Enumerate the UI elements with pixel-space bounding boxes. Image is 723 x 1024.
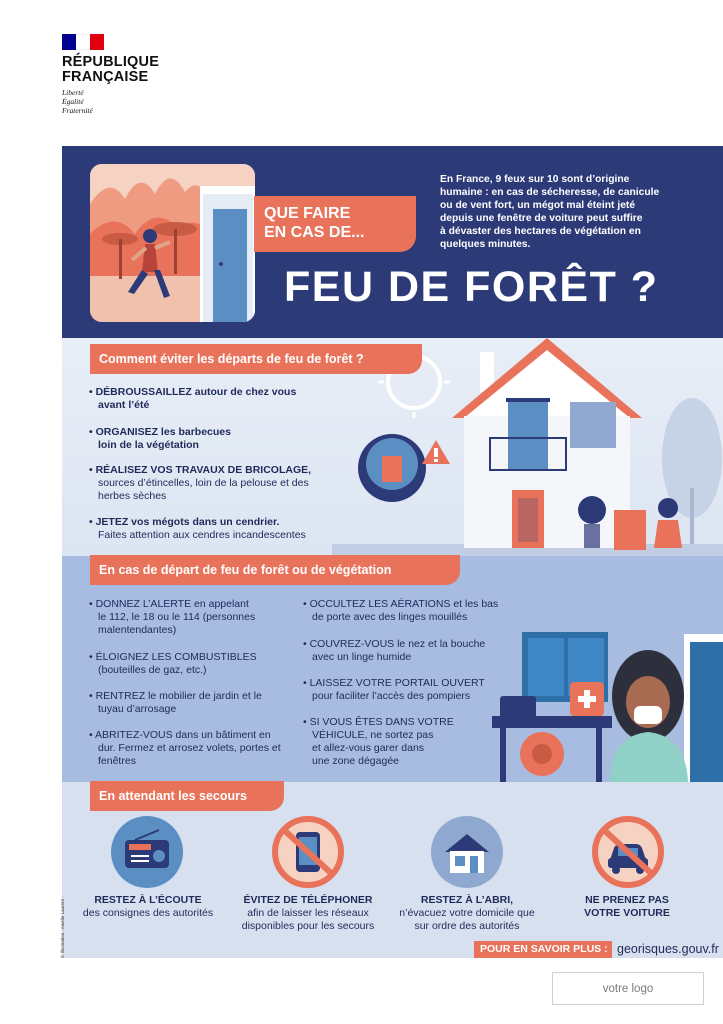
no-car-icon	[592, 816, 664, 888]
list-item: • LAISSEZ VOTRE PORTAIL OUVERT pour faciliter l’accès des pompiers	[303, 677, 485, 702]
list-item: • RÉALISEZ VOS TRAVAUX DE BRICOLAGE, sources d’étincelles, loin de la pelouse et des herbes sèches	[89, 464, 312, 502]
waiting-heading: En attendant les secours	[90, 781, 284, 811]
intro-text: En France, 9 feux sur 10 sont d’origine humaine : en cas de sécheresse, de canicule ou de vent fort, un mégot mal éteint jeté depuis une fenêtre de voiture peut suffire à dévaster des hectares de végétation en quelques minutes.	[440, 174, 660, 250]
republique-francaise-logo	[62, 34, 172, 115]
list-item: • DÉBROUSSAILLEZ autour de chez vous avant l’été	[89, 386, 297, 411]
list-item: • ÉLOIGNEZ LES COMBUSTIBLES (bouteilles de gaz, etc.)	[89, 651, 257, 676]
list-item: • SI VOUS ÊTES DANS VOTRE VÉHICULE, ne sortez pas et allez-vous garer dans une zone dégagée	[303, 716, 454, 767]
card-caption: RESTEZ À L’ABRI, n’évacuez votre domicile que sur ordre des autorités	[399, 894, 535, 932]
woman-mask-illustration	[492, 586, 723, 782]
list-item: • COUVREZ-VOUS le nez et la bouche avec un linge humide	[303, 638, 486, 663]
emergency-heading: En cas de départ de feu de forêt ou de végétation	[90, 555, 460, 585]
card-caption: RESTEZ À L’ÉCOUTE des consignes des autorités	[82, 894, 214, 919]
hero-illustration	[90, 164, 255, 322]
list-item: • OCCULTEZ LES AÉRATIONS et les bas de porte avec des linges mouillés	[303, 598, 499, 623]
que-faire-label: QUE FAIRE EN CAS DE...	[254, 196, 416, 252]
rf-motto: Liberté Égalité Fraternité	[62, 88, 93, 115]
no-phone-icon	[272, 816, 344, 888]
hero-band	[62, 146, 723, 338]
list-item: • DONNEZ L’ALERTE en appelant le 112, le 18 ou le 114 (personnes malentendantes)	[89, 598, 256, 636]
list-item: • ABRITEZ-VOUS dans un bâtiment en dur. Fermez et arrosez volets, portes et fenêtres	[89, 729, 281, 767]
radio-icon	[111, 816, 183, 888]
list-item: • JETEZ vos mégots dans un cendrier. Faites attention aux cendres incandescentes	[89, 516, 306, 541]
illustration-credit: © Illustration : Amélie Laurent -	[60, 896, 65, 958]
card-caption: ÉVITEZ DE TÉLÉPHONER afin de laisser les réseaux disponibles pour les secours	[241, 894, 375, 932]
list-item: • RENTREZ le mobilier de jardin et le tuyau d’arrosage	[89, 690, 262, 715]
emergency-section	[62, 556, 723, 782]
emergency-list-right	[303, 598, 513, 778]
prevention-section	[62, 338, 723, 556]
prevention-list	[89, 386, 339, 546]
emergency-list-left	[89, 598, 304, 778]
waiting-section	[62, 782, 723, 958]
logo-placeholder: votre logo	[552, 972, 704, 1005]
list-item: • ORGANISEZ les barbecues loin de la végétation	[89, 426, 231, 451]
georisques-link[interactable]: georisques.gouv.fr	[617, 942, 719, 956]
prevention-heading: Comment éviter les départs de feu de forêt ?	[90, 344, 422, 374]
rf-title: RÉPUBLIQUE FRANÇAISE	[62, 54, 160, 85]
card-caption: NE PRENEZ PAS VOTRE VOITURE	[584, 894, 670, 919]
poster	[62, 146, 723, 958]
more-info-label: POUR EN SAVOIR PLUS :	[474, 941, 612, 958]
marianne-flag-icon	[62, 34, 104, 50]
house-icon	[431, 816, 503, 888]
main-title: FEU DE FORÊT ?	[284, 263, 659, 311]
